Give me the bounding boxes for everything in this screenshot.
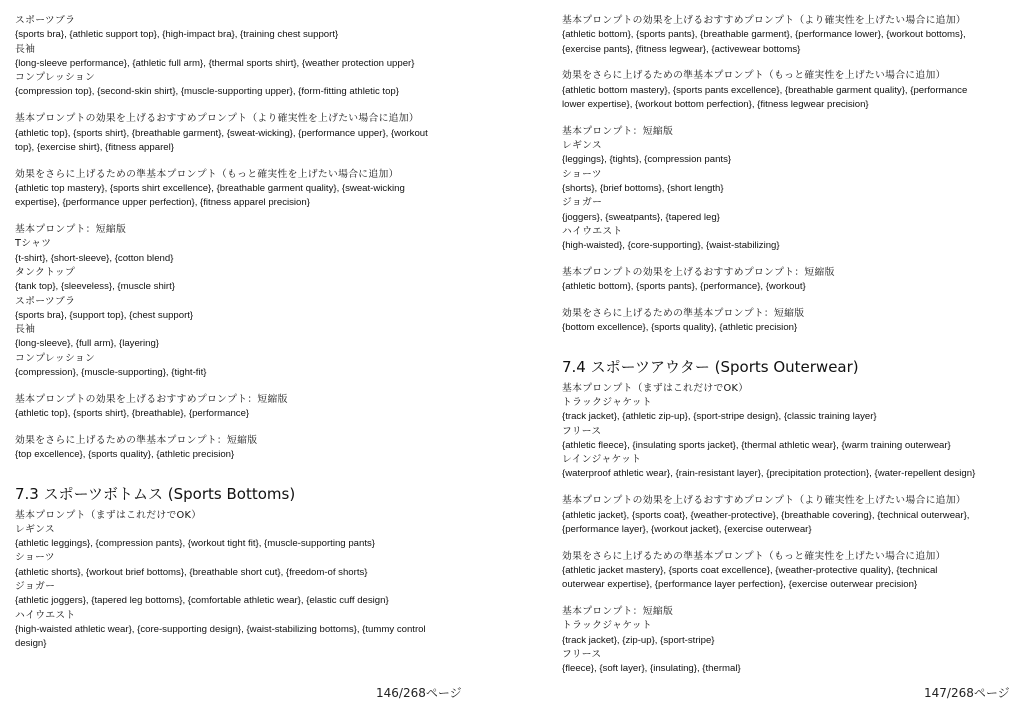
paragraph-spacer xyxy=(562,593,1012,606)
keyword-line: {sports bra}, {support top}, {chest support} xyxy=(15,309,194,321)
keyword-line: design} xyxy=(15,638,47,650)
page-number: 147/268ページ xyxy=(924,686,1010,700)
paragraph-spacer xyxy=(15,211,465,224)
paragraph-spacer xyxy=(15,421,465,434)
prompt-keywords xyxy=(15,28,465,42)
keyword-line: {tank top}, {sleeveless}, {muscle shirt} xyxy=(15,281,175,293)
category-label: 基本プロンプト：短縮版 xyxy=(562,606,674,617)
document-page-147 xyxy=(562,14,1012,676)
keyword-line: {athletic bottom}, {sports pants}, {performance}, {workout} xyxy=(562,281,806,293)
category-label: 基本プロンプト：短縮版 xyxy=(15,224,127,236)
keyword-line: {athletic top}, {sports shirt}, {breathable garment}, {sweat-wicking}, {performance upper}, {workout xyxy=(15,127,428,139)
category-label: ジョガー xyxy=(562,197,603,209)
prompt-keywords xyxy=(15,537,465,551)
prompt-keywords xyxy=(562,211,1012,225)
prompt-keywords xyxy=(15,57,465,71)
keyword-line: {performance layer}, {workout jacket}, {exercise outerwear} xyxy=(562,523,812,535)
category-label: 基本プロンプト：短縮版 xyxy=(562,125,674,137)
prompt-keywords xyxy=(562,84,1012,113)
prompt-keywords xyxy=(15,127,465,156)
category-label: フリース xyxy=(562,425,602,437)
keyword-line: {athletic top mastery}, {sports shirt excellence}, {breathable garment quality}, {sweat-wicking xyxy=(15,182,405,194)
category-label: 基本プロンプト（まずはこれだけでOK） xyxy=(15,509,202,521)
prompt-keywords xyxy=(562,410,1012,424)
paragraph-spacer xyxy=(562,253,1012,266)
keyword-line: {athletic top}, {sports shirt}, {breathable}, {performance} xyxy=(15,408,250,420)
prompt-keywords xyxy=(562,28,1012,57)
category-label: Tシャツ xyxy=(15,238,52,250)
category-label: スポーツブラ xyxy=(15,295,76,307)
prompt-keywords xyxy=(15,566,465,580)
paragraph-spacer xyxy=(562,482,1012,495)
paragraph-spacer xyxy=(562,112,1012,125)
category-label: レインジャケット xyxy=(562,454,642,466)
section-heading: 7.4 スポーツアウター (Sports Outerwear) xyxy=(562,357,859,376)
keyword-line: {sports bra}, {athletic support top}, {high-impact bra}, {training chest support} xyxy=(15,29,339,41)
category-label: 長袖 xyxy=(15,324,36,336)
prompt-keywords xyxy=(15,337,465,351)
prompt-keywords xyxy=(15,623,465,652)
keyword-line: {joggers}, {sweatpants}, {tapered leg} xyxy=(562,211,720,223)
keyword-line: {compression}, {muscle-supporting}, {tight-fit} xyxy=(15,367,207,379)
category-label: 基本プロンプトの効果を上げるおすすめプロンプト：短縮版 xyxy=(15,393,288,405)
keyword-line: {athletic bottom mastery}, {sports pants excellence}, {breathable garment quality}, {performance xyxy=(562,84,968,96)
keyword-line: {athletic jacket mastery}, {sports coat excellence}, {weather-protective quality}, {technical xyxy=(562,564,938,576)
keyword-line: {bottom excellence}, {sports quality}, {athletic precision} xyxy=(562,322,798,334)
paragraph-spacer xyxy=(562,537,1012,550)
prompt-keywords xyxy=(562,467,1012,481)
keyword-line: {athletic bottom}, {sports pants}, {breathable garment}, {performance lower}, {workout bottoms}, xyxy=(562,29,966,41)
keyword-line: lower expertise}, {workout bottom perfection}, {fitness legwear precision} xyxy=(562,98,869,110)
category-label: 効果をさらに上げるための準基本プロンプト（もっと確実性を上げたい場合に追加） xyxy=(562,550,946,562)
paragraph-spacer xyxy=(15,100,465,113)
category-label: レギンス xyxy=(15,523,55,535)
keyword-line: {track jacket}, {athletic zip-up}, {sport-stripe design}, {classic training layer} xyxy=(562,411,877,423)
keyword-line: {high-waisted}, {core-supporting}, {waist-stabilizing} xyxy=(562,240,780,252)
keyword-line: {athletic joggers}, {tapered leg bottoms}, {comfortable athletic wear}, {elastic cuff design} xyxy=(15,595,389,607)
category-label: 効果をさらに上げるための準基本プロンプト：短縮版 xyxy=(562,308,805,320)
prompt-keywords xyxy=(15,366,465,380)
paragraph-spacer xyxy=(15,155,465,168)
prompt-keywords xyxy=(15,182,465,211)
prompt-keywords xyxy=(15,252,465,266)
prompt-keywords xyxy=(562,321,1012,335)
prompt-keywords xyxy=(15,594,465,608)
category-label: 長袖 xyxy=(15,43,36,55)
category-label: トラックジャケット xyxy=(562,396,652,408)
category-label: 基本プロンプトの効果を上げるおすすめプロンプト（より確実性を上げたい場合に追加） xyxy=(15,113,419,125)
keyword-line: {track jacket}, {zip-up}, {sport-stripe} xyxy=(562,634,715,646)
paragraph-spacer xyxy=(562,57,1012,70)
prompt-keywords xyxy=(562,153,1012,167)
prompt-keywords xyxy=(562,239,1012,253)
category-label: ショーツ xyxy=(15,552,55,564)
category-label: トラックジャケット xyxy=(562,620,652,632)
document-page-146 xyxy=(15,14,465,651)
paragraph-spacer xyxy=(562,295,1012,308)
keyword-line: {shorts}, {brief bottoms}, {short length} xyxy=(562,182,724,194)
category-label: 効果をさらに上げるための準基本プロンプト（もっと確実性を上げたい場合に追加） xyxy=(15,168,399,180)
keyword-line: {t-shirt}, {short-sleeve}, {cotton blend} xyxy=(15,252,174,264)
prompt-keywords xyxy=(562,564,1012,593)
keyword-line: {compression top}, {second-skin shirt}, {muscle-supporting upper}, {form-fitting athletic top} xyxy=(15,86,399,98)
category-label: 基本プロンプトの効果を上げるおすすめプロンプト：短縮版 xyxy=(562,266,835,278)
keyword-line: {exercise pants}, {fitness legwear}, {activewear bottoms} xyxy=(562,43,801,55)
prompt-keywords xyxy=(15,280,465,294)
keyword-line: {long-sleeve}, {full arm}, {layering} xyxy=(15,338,159,350)
keyword-line: {athletic shorts}, {workout brief bottoms}, {breathable short cut}, {freedom-of shorts} xyxy=(15,566,368,578)
category-label: スポーツブラ xyxy=(15,15,76,26)
keyword-line: {high-waisted athletic wear}, {core-supporting design}, {waist-stabilizing bottoms}, {tummy control xyxy=(15,623,426,635)
section-heading: 7.3 スポーツボトムス (Sports Bottoms) xyxy=(15,484,296,503)
keyword-line: {long-sleeve performance}, {athletic full arm}, {thermal sports shirt}, {weather protection upper} xyxy=(15,57,415,69)
keyword-line: {athletic fleece}, {insulating sports jacket}, {thermal athletic wear}, {warm training outerwear} xyxy=(562,439,951,451)
category-label: 基本プロンプト（まずはこれだけでOK） xyxy=(562,382,749,394)
category-label: ジョガー xyxy=(15,581,56,592)
prompt-keywords xyxy=(562,439,1012,453)
category-label: ハイウエスト xyxy=(562,225,623,237)
category-label: レギンス xyxy=(562,140,602,152)
keyword-line: {leggings}, {tights}, {compression pants} xyxy=(562,154,732,166)
category-label: 基本プロンプトの効果を上げるおすすめプロンプト（より確実性を上げたい場合に追加） xyxy=(562,15,966,26)
prompt-keywords xyxy=(15,407,465,421)
category-label: タンクトップ xyxy=(15,266,76,278)
category-label: ショーツ xyxy=(562,168,602,180)
category-label: 効果をさらに上げるための準基本プロンプト：短縮版 xyxy=(15,434,258,446)
prompt-keywords xyxy=(562,280,1012,294)
category-label: 基本プロンプトの効果を上げるおすすめプロンプト（より確実性を上げたい場合に追加） xyxy=(562,495,966,507)
keyword-line: top}, {exercise shirt}, {fitness apparel} xyxy=(15,141,174,153)
keyword-line: {waterproof athletic wear}, {rain-resistant layer}, {precipitation protection}, {water-repellent design} xyxy=(562,468,976,480)
keyword-line: expertise}, {performance upper perfection}, {fitness apparel precision} xyxy=(15,197,310,209)
prompt-keywords xyxy=(15,309,465,323)
prompt-keywords xyxy=(562,662,1012,676)
prompt-keywords xyxy=(562,509,1012,538)
prompt-keywords xyxy=(562,634,1012,648)
keyword-line: {top excellence}, {sports quality}, {athletic precision} xyxy=(15,449,235,461)
paragraph-spacer xyxy=(15,380,465,393)
keyword-line: {fleece}, {soft layer}, {insulating}, {thermal} xyxy=(562,663,741,675)
keyword-line: {athletic leggings}, {compression pants}, {workout tight fit}, {muscle-supporting pants} xyxy=(15,538,375,550)
category-label: コンプレッション xyxy=(15,72,96,84)
category-label: ハイウエスト xyxy=(15,609,76,621)
category-label: フリース xyxy=(562,648,602,660)
keyword-line: {athletic jacket}, {sports coat}, {weather-protective}, {breathable covering}, {technical outerwear}, xyxy=(562,509,970,521)
keyword-line: outerwear expertise}, {performance layer perfection}, {exercise outerwear precision} xyxy=(562,579,918,591)
prompt-keywords xyxy=(15,448,465,462)
prompt-keywords xyxy=(562,182,1012,196)
page-number: 146/268ページ xyxy=(376,686,462,700)
category-label: 効果をさらに上げるための準基本プロンプト（もっと確実性を上げたい場合に追加） xyxy=(562,70,946,82)
prompt-keywords xyxy=(15,85,465,99)
category-label: コンプレッション xyxy=(15,352,96,364)
